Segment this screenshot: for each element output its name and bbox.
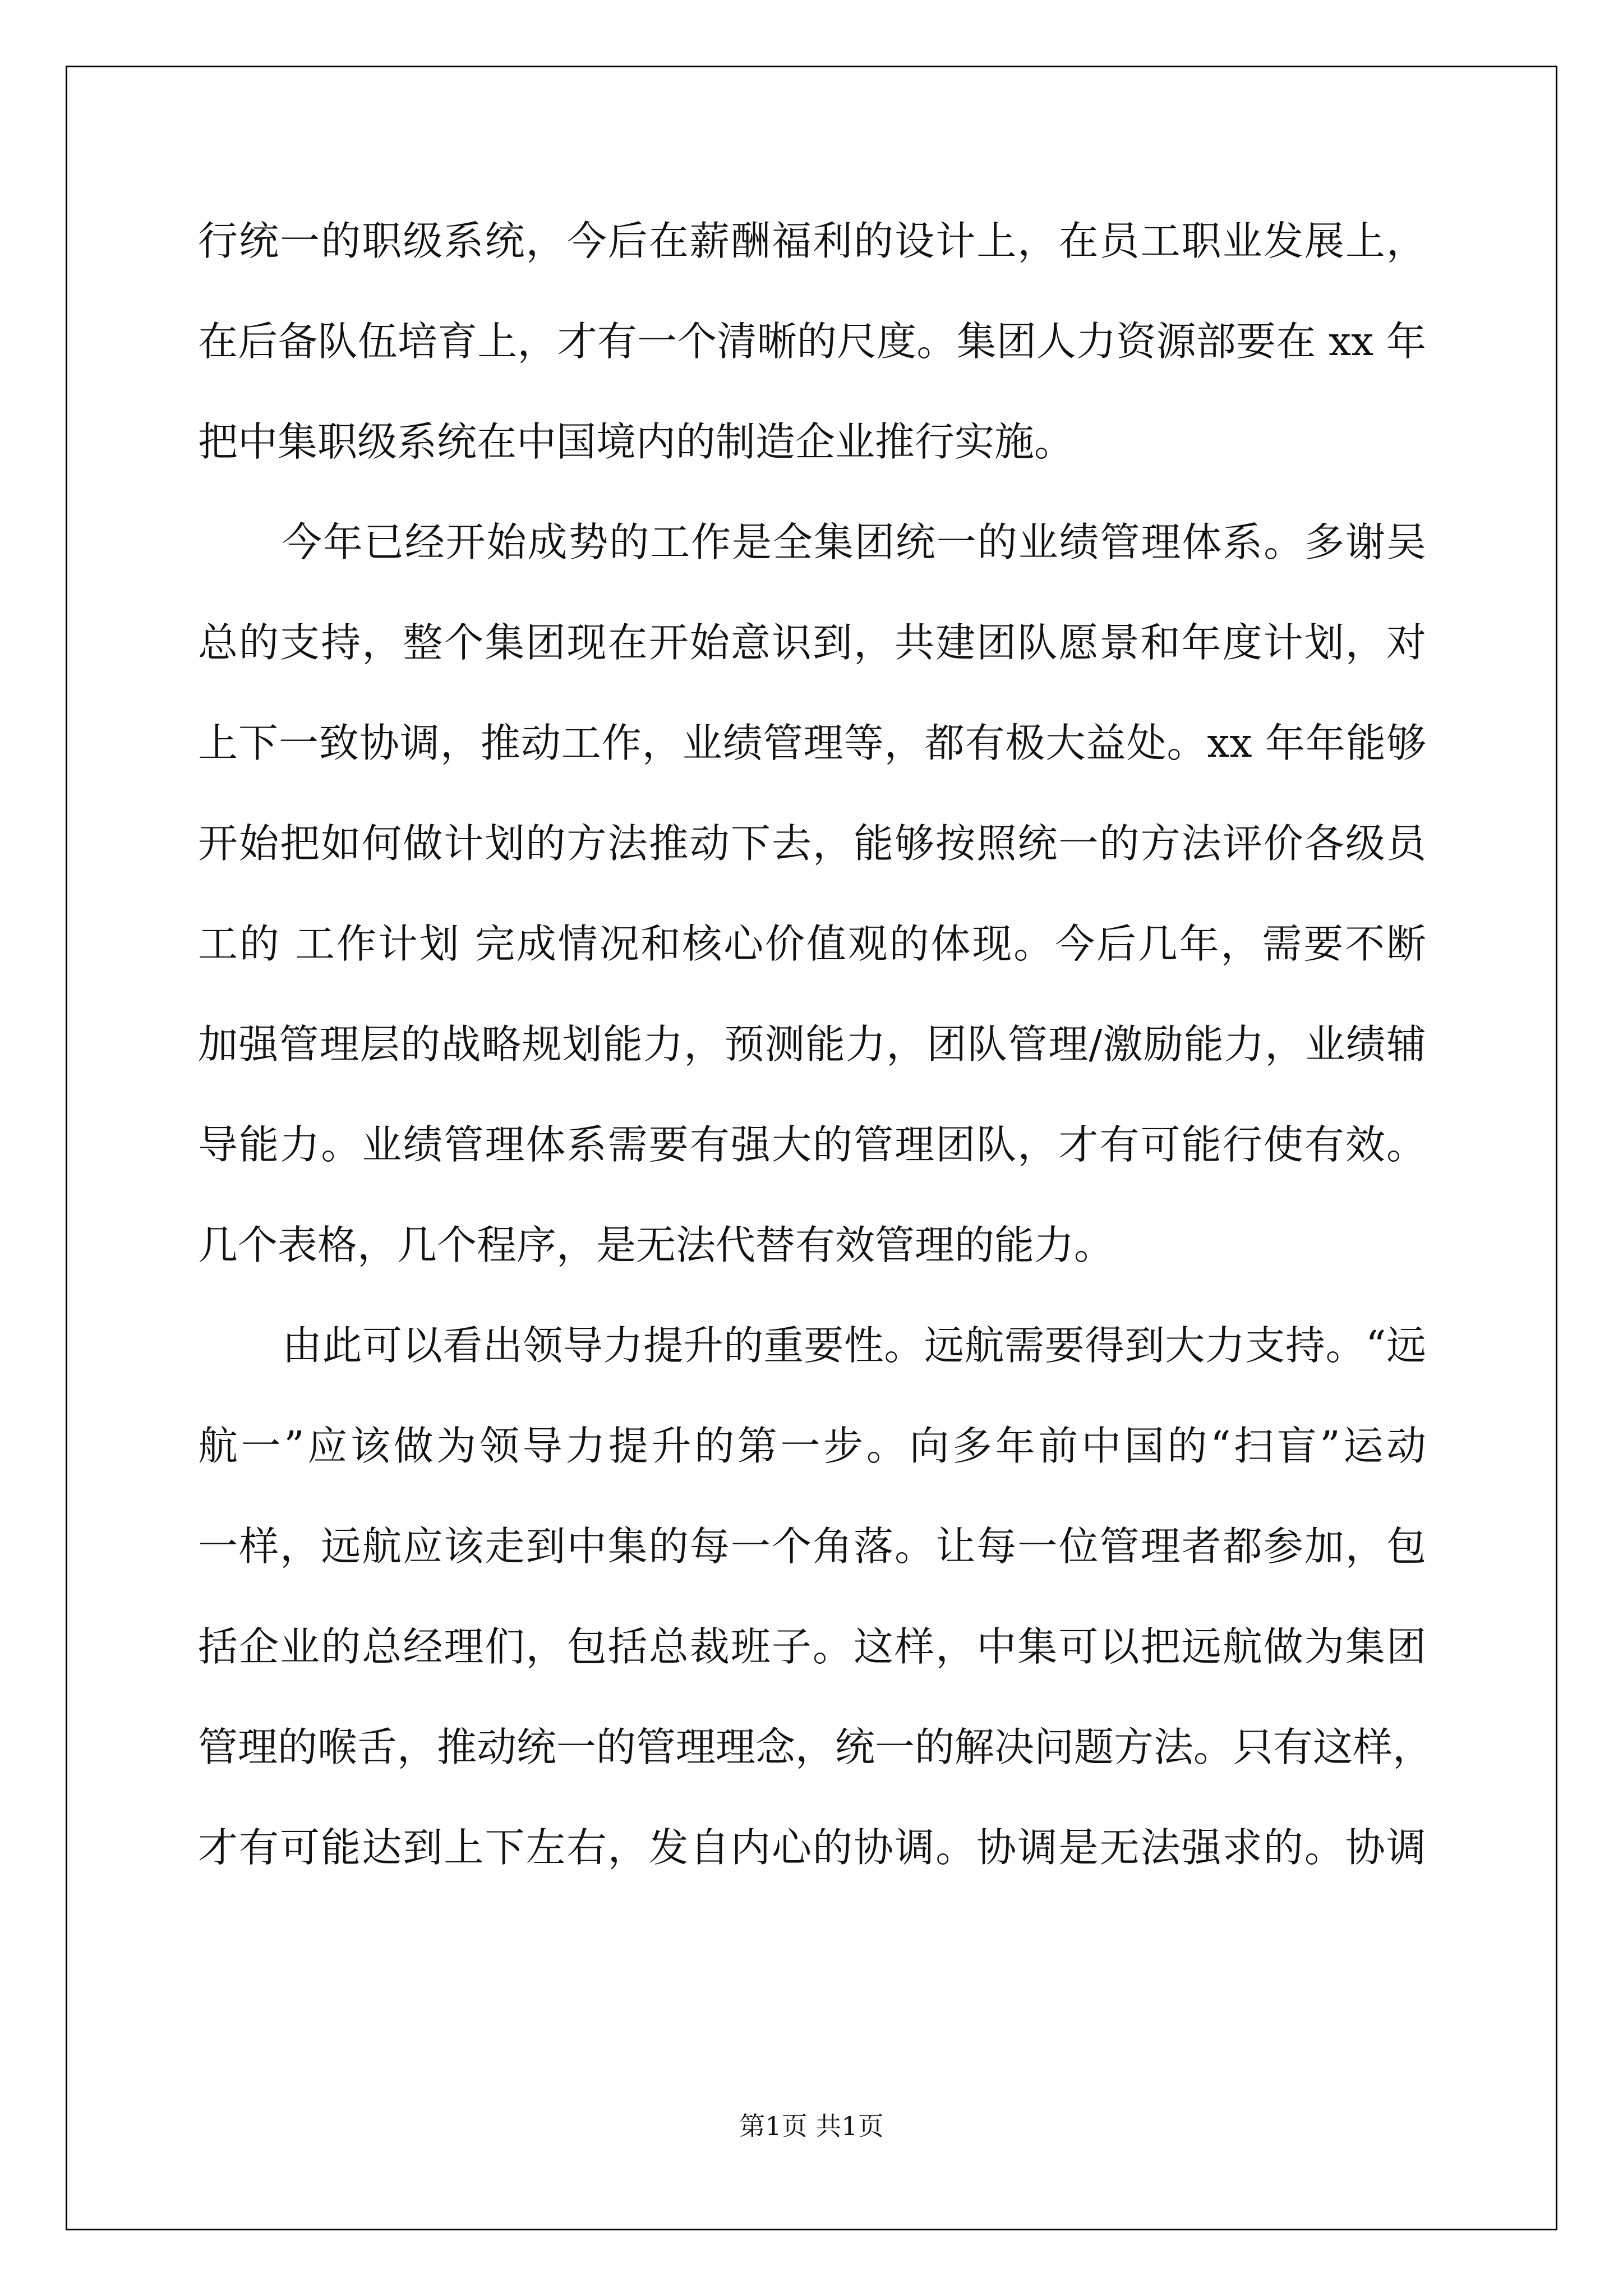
text-line: 在后备队伍培育上，才有一个清晰的尺度。集团人力资源部要在 xx 年 xyxy=(198,318,1426,365)
text-line: 行统一的职级系统，今后在薪酬福利的设计上，在员工职业发展上， xyxy=(198,218,1426,264)
text-line: 总的支持，整个集团现在开始意识到，共建团队愿景和年度计划，对 xyxy=(198,619,1426,666)
paragraph-first-line: 今年已经开始成势的工作是全集团统一的业绩管理体系。多谢吴 xyxy=(282,519,1426,565)
text-line: 工的 工作计划 完成情况和核心价值观的体现。今后几年，需要不断 xyxy=(198,921,1426,967)
text-line: 管理的喉舌，推动统一的管理理念，统一的解决问题方法。只有这样， xyxy=(198,1724,1433,1770)
text-line: 上下一致协调，推动工作，业绩管理等，都有极大益处。xx 年年能够 xyxy=(198,720,1426,766)
page-number: 第1页 共1页 xyxy=(739,2111,884,2141)
text-line: 航一”应该做为领导力提升的第一步。向多年前中国的“扫盲”运动 xyxy=(198,1423,1426,1469)
text-line: 加强管理层的战略规划能力，预测能力，团队管理/激励能力，业绩辅 xyxy=(198,1021,1426,1068)
text-line: 导能力。业绩管理体系需要有强大的管理团队，才有可能行使有效。 xyxy=(198,1121,1426,1168)
paragraph-first-line: 由此可以看出领导力提升的重要性。远航需要得到大力支持。“远 xyxy=(282,1322,1426,1369)
document-body xyxy=(198,191,1433,1898)
text-line: 括企业的总经理们，包括总裁班子。这样，中集可以把远航做为集团 xyxy=(198,1623,1426,1670)
text-line: 开始把如何做计划的方法推动下去，能够按照统一的方法评价各级员 xyxy=(198,820,1426,867)
text-line: 把中集职级系统在中国境内的制造企业推行实施。 xyxy=(198,418,1075,465)
text-line: 才有可能达到上下左右，发自内心的协调。协调是无法强求的。协调 xyxy=(198,1824,1426,1871)
text-line: 一样，远航应该走到中集的每一个角落。让每一位管理者都参加，包 xyxy=(198,1523,1426,1570)
text-line: 几个表格，几个程序，是无法代替有效管理的能力。 xyxy=(198,1222,1114,1268)
